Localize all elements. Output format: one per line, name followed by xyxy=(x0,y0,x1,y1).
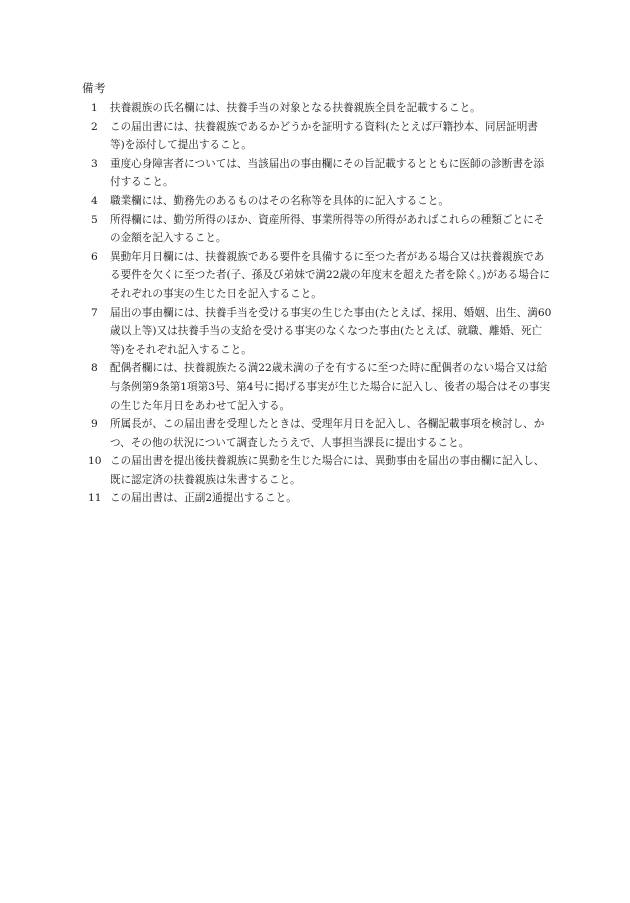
remarks-item-9 xyxy=(82,415,552,452)
item-text: この届出書を提出後扶養親族に異動を生じた場合には、異動事由を届出の事由欄に記入し、既に認定済の扶養親族は朱書すること。 xyxy=(110,455,545,486)
remarks-item-4 xyxy=(82,192,552,211)
remarks-item-10 xyxy=(82,452,552,489)
remarks-item-11 xyxy=(82,489,552,508)
item-text: 扶養親族の氏名欄には、扶養手当の対象となる扶養親族全員を記載すること。 xyxy=(110,102,481,114)
item-number: 8 xyxy=(91,362,98,375)
item-number: 10 xyxy=(88,455,102,468)
item-number: 11 xyxy=(88,492,102,505)
item-text: 重度心身障害者については、当該届出の事由欄にその旨記載するとともに医師の診断書を添付すること。 xyxy=(110,157,545,189)
item-text: 職業欄には、勤務先のあるものはその名称等を具体的に記入すること。 xyxy=(110,194,449,207)
item-number: 3 xyxy=(91,157,98,170)
item-text: この届出書には、扶養親族であるかどうかを証明する資料(たとえば戸籍抄本、同居証明書等)を添付して提出すること。 xyxy=(110,120,538,152)
item-number: 2 xyxy=(91,120,98,133)
item-number: 6 xyxy=(91,250,98,263)
item-number: 5 xyxy=(91,213,98,226)
item-text: 届出の事由欄には、扶養手当を受ける事実の生じた事由(たとえば、採用、婚姻、出生、満60歳以上等)又は扶養手当の支給を受ける事実のなくなつた事由(たとえば、就職、離婚、死亡等)をそれぞれ記入すること。 xyxy=(110,306,552,356)
remarks-section xyxy=(82,78,552,508)
remarks-item-8 xyxy=(82,359,552,415)
item-number: 7 xyxy=(91,306,98,319)
item-number: 4 xyxy=(91,194,98,207)
item-text: この届出書は、正副2通提出すること。 xyxy=(110,492,297,505)
remarks-item-6 xyxy=(82,248,552,304)
remarks-item-7 xyxy=(82,304,552,360)
item-text: 配偶者欄には、扶養親族たる満22歳未満の子を有するに至つた時に配偶者のない場合又は給与条例第9条第1項第3号、第4号に掲げる事実が生じた場合に記入し、後者の場合はその事実の生じた年月日をあわせて記入する。 xyxy=(110,362,551,412)
item-number: 9 xyxy=(91,418,98,431)
remarks-item-3 xyxy=(82,155,552,192)
item-number: 1 xyxy=(91,102,98,114)
remarks-item-1 xyxy=(82,99,552,118)
item-text: 異動年月日欄には、扶養親族である要件を具備するに至つた者がある場合又は扶養親族である要件を欠くに至つた者(子、孫及び弟妹で満22歳の年度末を超えた者を除く。)がある場合にそれぞれの事実の生じた日を記入すること。 xyxy=(110,250,550,300)
item-text: 所属長が、この届出書を受理したときは、受理年月日を記入し、各欄記載事項を検討し、かつ、その他の状況について調査したうえで、人事担当課長に提出すること。 xyxy=(110,418,545,449)
item-text: 所得欄には、勤労所得のほか、資産所得、事業所得等の所得があればこれらの種類ごとにその金額を記入すること。 xyxy=(110,213,545,245)
remarks-list xyxy=(82,99,552,508)
remarks-item-5 xyxy=(82,211,552,248)
remarks-heading: 備考 xyxy=(82,81,106,95)
remarks-item-2 xyxy=(82,118,552,155)
